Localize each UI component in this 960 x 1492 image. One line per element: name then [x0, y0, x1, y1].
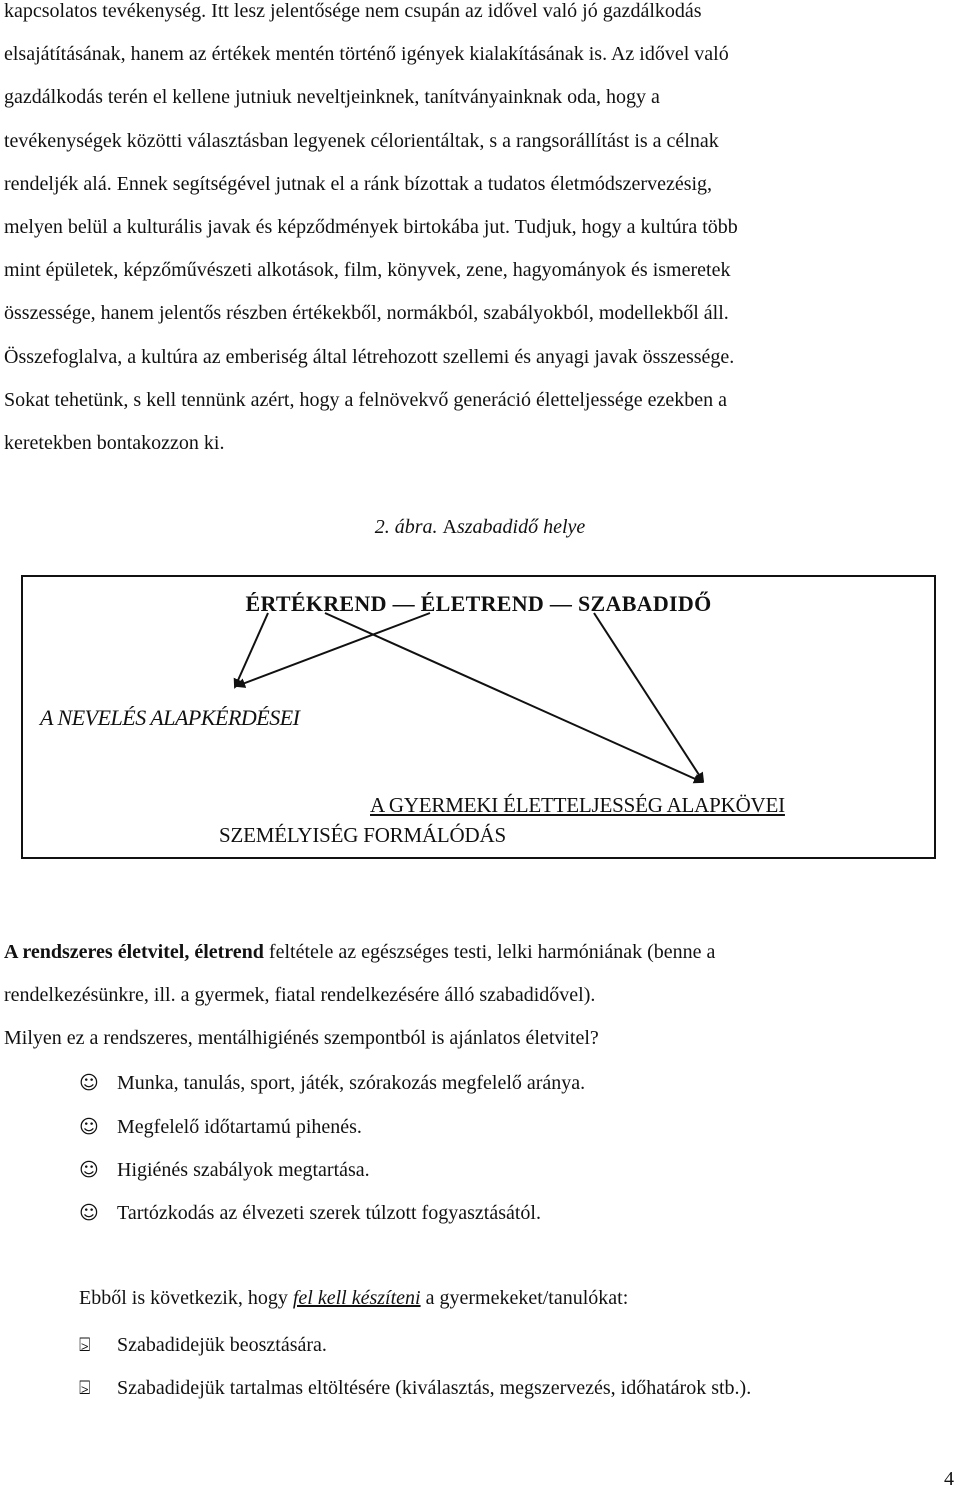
text-run: Ebből is következik, hogy: [79, 1287, 293, 1309]
diagram-right-label: A GYERMEKI ÉLETTELJESSÉG ALAPKÖVEI: [370, 793, 785, 817]
diagram-box: [21, 575, 936, 859]
arrow-to-right: [325, 613, 702, 782]
text-run: a gyermekeket/tanulókat:: [420, 1287, 629, 1309]
smiley-icon: ☺: [79, 1116, 99, 1138]
text-run: feltétele az egészséges testi, lelki harmóniának (benne a: [263, 941, 716, 963]
text-line: rendeljék alá. Ennek segítségével jutnak el a ránk bízottak a tudatos életmódszervezésig,: [4, 172, 713, 195]
text-line: tevékenységek közötti választásban legyenek célorientáltak, s a rangsorállítást is a célnak: [4, 129, 719, 152]
figure-title: szabadidő helye: [456, 516, 586, 538]
list-item-text: Megfelelő időtartamú pihenés.: [117, 1116, 362, 1138]
text-line: összessége, hanem jelentős részben értékekből, normákból, szabályokból, modellekből áll.: [4, 302, 729, 325]
diagram-title: ÉRTÉKREND — ÉLETREND — SZABADIDŐ: [245, 591, 712, 616]
text-line: keretekben bontakozzon ki.: [4, 432, 225, 455]
list-item-text: Tartózkodás az élvezeti szerek túlzott fogyasztásától.: [117, 1202, 541, 1224]
list-item-text: Higiénés szabályok megtartása.: [117, 1159, 370, 1181]
text-line: [4, 931, 956, 974]
list-item: [79, 1374, 751, 1402]
arrow-to-left: [237, 613, 430, 686]
diagram-left-label: A NEVELÉS ALAPKÉRDÉSEI: [40, 705, 300, 730]
bold-term: A rendszeres életvitel, életrend: [4, 941, 264, 963]
list-item: [79, 1199, 541, 1227]
page-number: 4: [944, 1468, 954, 1490]
arrow-bullet-icon: ⍄: [79, 1377, 91, 1399]
list-item: [79, 1113, 362, 1141]
text-line: mint épületek, képzőművészeti alkotások, film, könyvek, zene, hagyományok és ismeretek: [4, 259, 731, 282]
emphasis-text: fel kell készíteni: [292, 1287, 421, 1309]
list-item: [79, 1331, 327, 1359]
arrow-to-right: [594, 613, 703, 781]
life-order-paragraph: [4, 931, 956, 1061]
text-line: melyen belül a kulturális javak és képződmények birtokába jut. Tudjuk, hogy a kultúra több: [4, 216, 738, 239]
smiley-icon: ☺: [79, 1202, 99, 1224]
figure-caption: [0, 516, 960, 539]
text-line: Összefoglalva, a kultúra az emberiség által létrehozott szellemi és anyagi javak összessége.: [4, 345, 735, 368]
arrow-bullet-icon: ⍄: [79, 1334, 91, 1356]
intro-paragraph: [4, 0, 956, 465]
smiley-icon: ☺: [79, 1159, 99, 1181]
list-item-text: Szabadidejük tartalmas eltöltésére (kiválasztás, megszervezés, időhatárok stb.).: [117, 1377, 752, 1399]
diagram-bottom-label: SZEMÉLYISÉG FORMÁLÓDÁS: [219, 823, 506, 847]
smiley-icon: ☺: [79, 1072, 99, 1094]
text-line: elsajátításának, hanem az értékek mentén történő igények kialakításának is. Az idővel való: [4, 43, 729, 66]
list-item: [79, 1156, 370, 1184]
text-line: kapcsolatos tevékenység. Itt lesz jelentősége nem csupán az idővel való jó gazdálkodás: [4, 0, 702, 22]
figure-article: A: [442, 516, 457, 538]
text-line: Sokat tehetünk, s kell tennünk azért, hogy a felnövekvő generáció életteljessége ezekben a: [4, 388, 728, 411]
text-line: gazdálkodás terén el kellene jutniuk neveltjeinknek, tanítványainknak oda, hogy a: [4, 86, 660, 109]
text-line: Milyen ez a rendszeres, mentálhigiénés szempontból is ajánlatos életvitel?: [4, 1027, 599, 1050]
list-item-text: Szabadidejük beosztására.: [117, 1334, 327, 1356]
figure-number: 2. ábra.: [374, 516, 438, 538]
text-line: rendelkezésünkre, ill. a gyermek, fiatal rendelkezésére álló szabadidővel).: [4, 984, 596, 1007]
list-item: [79, 1069, 585, 1097]
list-item-text: Munka, tanulás, sport, játék, szórakozás megfelelő aránya.: [117, 1072, 586, 1094]
lead-sentence: [79, 1287, 628, 1310]
